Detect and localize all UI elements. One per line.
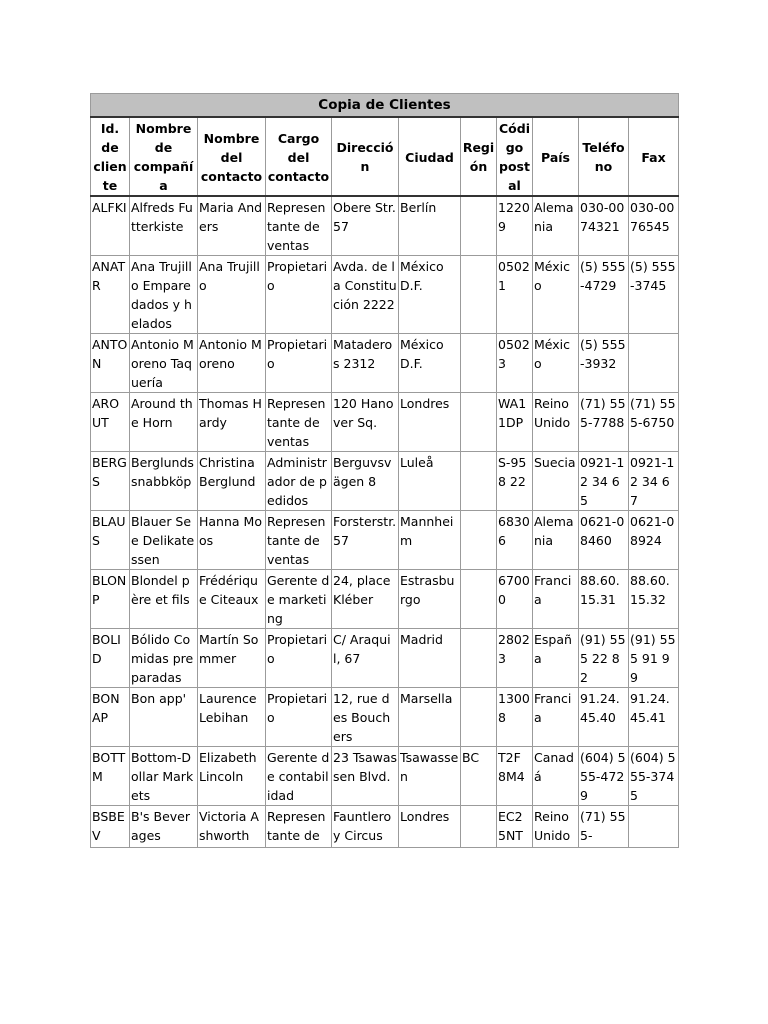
table-row bbox=[91, 196, 679, 256]
table-cell: ANTON bbox=[91, 334, 130, 393]
table-cell: EC2 5NT bbox=[497, 806, 533, 848]
table-cell: México bbox=[533, 256, 579, 334]
table-cell: Ana Trujillo bbox=[198, 256, 266, 334]
table-cell: Representante de bbox=[266, 806, 332, 848]
table-cell bbox=[461, 570, 497, 629]
table-cell: Obere Str. 57 bbox=[332, 196, 399, 256]
column-header: País bbox=[533, 117, 579, 196]
table-cell: BERGS bbox=[91, 452, 130, 511]
table-cell: (71) 555- bbox=[579, 806, 629, 848]
table-cell: Francia bbox=[533, 570, 579, 629]
table-cell: (91) 555 22 82 bbox=[579, 629, 629, 688]
table-row bbox=[91, 511, 679, 570]
table-cell: 120 Hanover Sq. bbox=[332, 393, 399, 452]
table-cell: (604) 555-4729 bbox=[579, 747, 629, 806]
clients-table bbox=[90, 93, 679, 848]
table-cell: 030-0076545 bbox=[629, 196, 679, 256]
table-cell: Forsterstr. 57 bbox=[332, 511, 399, 570]
table-cell bbox=[461, 629, 497, 688]
table-cell: Propietario bbox=[266, 256, 332, 334]
table-cell: (5) 555-4729 bbox=[579, 256, 629, 334]
table-cell: Christina Berglund bbox=[198, 452, 266, 511]
table-cell: WA1 1DP bbox=[497, 393, 533, 452]
table-cell bbox=[629, 334, 679, 393]
table-cell: Martín Sommer bbox=[198, 629, 266, 688]
table-cell: BLAUS bbox=[91, 511, 130, 570]
table-cell: Marsella bbox=[399, 688, 461, 747]
table-cell: (5) 555-3932 bbox=[579, 334, 629, 393]
column-header: Id. de cliente bbox=[91, 117, 130, 196]
table-cell: Francia bbox=[533, 688, 579, 747]
table-cell: ANATR bbox=[91, 256, 130, 334]
table-cell: Propietario bbox=[266, 334, 332, 393]
table-cell: Berguvsvägen 8 bbox=[332, 452, 399, 511]
table-row bbox=[91, 629, 679, 688]
table-cell: 23 Tsawassen Blvd. bbox=[332, 747, 399, 806]
table-cell: Representante de ventas bbox=[266, 196, 332, 256]
table-cell: Alemania bbox=[533, 196, 579, 256]
table-cell: BC bbox=[461, 747, 497, 806]
table-cell: C/ Araquil, 67 bbox=[332, 629, 399, 688]
table-cell: 12209 bbox=[497, 196, 533, 256]
table-cell: México bbox=[533, 334, 579, 393]
table-cell: 88.60.15.32 bbox=[629, 570, 679, 629]
column-header: Teléfono bbox=[579, 117, 629, 196]
table-cell: Laurence Lebihan bbox=[198, 688, 266, 747]
table-cell: México D.F. bbox=[399, 334, 461, 393]
table-cell: México D.F. bbox=[399, 256, 461, 334]
table-cell: Madrid bbox=[399, 629, 461, 688]
table-cell: Mataderos 2312 bbox=[332, 334, 399, 393]
table-row bbox=[91, 806, 679, 848]
table-cell: BONAP bbox=[91, 688, 130, 747]
table-row bbox=[91, 452, 679, 511]
table-cell: Blondel père et fils bbox=[130, 570, 198, 629]
table-cell: Bon app' bbox=[130, 688, 198, 747]
table-cell: Reino Unido bbox=[533, 393, 579, 452]
header-row bbox=[91, 117, 679, 196]
table-cell: Reino Unido bbox=[533, 806, 579, 848]
table-cell: Frédérique Citeaux bbox=[198, 570, 266, 629]
table-cell: Bottom-Dollar Markets bbox=[130, 747, 198, 806]
table-cell: S-958 22 bbox=[497, 452, 533, 511]
table-cell: 12, rue des Bouchers bbox=[332, 688, 399, 747]
table-cell: España bbox=[533, 629, 579, 688]
table-cell bbox=[461, 256, 497, 334]
table-cell: Representante de ventas bbox=[266, 511, 332, 570]
table-cell: 0621-08460 bbox=[579, 511, 629, 570]
table-cell: BSBEV bbox=[91, 806, 130, 848]
table-cell: Suecia bbox=[533, 452, 579, 511]
table-cell: 05023 bbox=[497, 334, 533, 393]
table-cell: BOLID bbox=[91, 629, 130, 688]
table-cell: BLONP bbox=[91, 570, 130, 629]
table-cell: AROUT bbox=[91, 393, 130, 452]
table-cell: Londres bbox=[399, 393, 461, 452]
table-cell: Avda. de la Constitución 2222 bbox=[332, 256, 399, 334]
column-header: Dirección bbox=[332, 117, 399, 196]
table-cell: Estrasburgo bbox=[399, 570, 461, 629]
table-cell: 030-0074321 bbox=[579, 196, 629, 256]
table-cell: Berlín bbox=[399, 196, 461, 256]
table-cell bbox=[461, 511, 497, 570]
table-cell: 67000 bbox=[497, 570, 533, 629]
table-row bbox=[91, 747, 679, 806]
table-cell: Ana Trujillo Emparedados y helados bbox=[130, 256, 198, 334]
table-cell: 24, place Kléber bbox=[332, 570, 399, 629]
table-cell: (91) 555 91 99 bbox=[629, 629, 679, 688]
table-cell: (71) 555-7788 bbox=[579, 393, 629, 452]
table-cell: Hanna Moos bbox=[198, 511, 266, 570]
column-header: Región bbox=[461, 117, 497, 196]
table-cell: Elizabeth Lincoln bbox=[198, 747, 266, 806]
table-cell bbox=[461, 393, 497, 452]
table-cell: 0921-12 34 65 bbox=[579, 452, 629, 511]
table-cell: ALFKI bbox=[91, 196, 130, 256]
table-cell bbox=[461, 688, 497, 747]
table-cell: Mannheim bbox=[399, 511, 461, 570]
table-cell: Propietario bbox=[266, 688, 332, 747]
table-cell: Thomas Hardy bbox=[198, 393, 266, 452]
column-header: Nombre de compañía bbox=[130, 117, 198, 196]
table-cell bbox=[461, 806, 497, 848]
table-cell: Gerente de marketing bbox=[266, 570, 332, 629]
table-cell: 28023 bbox=[497, 629, 533, 688]
table-cell: Blauer See Delikatessen bbox=[130, 511, 198, 570]
table-cell bbox=[629, 806, 679, 848]
table-cell: Administrador de pedidos bbox=[266, 452, 332, 511]
table-row bbox=[91, 256, 679, 334]
table-cell: B's Beverages bbox=[130, 806, 198, 848]
table-cell: Luleå bbox=[399, 452, 461, 511]
table-cell: Around the Horn bbox=[130, 393, 198, 452]
table-cell: Maria Anders bbox=[198, 196, 266, 256]
table-cell: Representante de ventas bbox=[266, 393, 332, 452]
table-cell: T2F 8M4 bbox=[497, 747, 533, 806]
table-cell: Londres bbox=[399, 806, 461, 848]
table-row bbox=[91, 334, 679, 393]
table-cell: BOTTM bbox=[91, 747, 130, 806]
table-cell: 91.24.45.41 bbox=[629, 688, 679, 747]
table-cell bbox=[461, 196, 497, 256]
table-cell: (604) 555-3745 bbox=[629, 747, 679, 806]
table-cell: Victoria Ashworth bbox=[198, 806, 266, 848]
column-header: Nombre del contacto bbox=[198, 117, 266, 196]
table-cell: Bólido Comidas preparadas bbox=[130, 629, 198, 688]
table-cell bbox=[461, 334, 497, 393]
table-cell: Propietario bbox=[266, 629, 332, 688]
table-cell: 68306 bbox=[497, 511, 533, 570]
table-cell: Antonio Moreno Taquería bbox=[130, 334, 198, 393]
table-title: Copia de Clientes bbox=[90, 93, 679, 116]
table-cell: 0921-12 34 67 bbox=[629, 452, 679, 511]
table-row bbox=[91, 688, 679, 747]
table-cell bbox=[461, 452, 497, 511]
table-cell: (5) 555-3745 bbox=[629, 256, 679, 334]
table-cell: Fauntleroy Circus bbox=[332, 806, 399, 848]
table-row bbox=[91, 393, 679, 452]
table-cell: Alfreds Futterkiste bbox=[130, 196, 198, 256]
table-cell: Tsawassen bbox=[399, 747, 461, 806]
table-cell: Alemania bbox=[533, 511, 579, 570]
table-row bbox=[91, 570, 679, 629]
column-header: Fax bbox=[629, 117, 679, 196]
table-cell: Gerente de contabilidad bbox=[266, 747, 332, 806]
table-cell: Antonio Moreno bbox=[198, 334, 266, 393]
table-cell: 13008 bbox=[497, 688, 533, 747]
table-cell: 05021 bbox=[497, 256, 533, 334]
table-cell: 91.24.45.40 bbox=[579, 688, 629, 747]
table-cell: Canadá bbox=[533, 747, 579, 806]
column-header: Cargo del contacto bbox=[266, 117, 332, 196]
column-header: Ciudad bbox=[399, 117, 461, 196]
column-header: Código postal bbox=[497, 117, 533, 196]
table-cell: 0621-08924 bbox=[629, 511, 679, 570]
table-cell: 88.60.15.31 bbox=[579, 570, 629, 629]
table-cell: (71) 555-6750 bbox=[629, 393, 679, 452]
table-cell: Berglunds snabbköp bbox=[130, 452, 198, 511]
